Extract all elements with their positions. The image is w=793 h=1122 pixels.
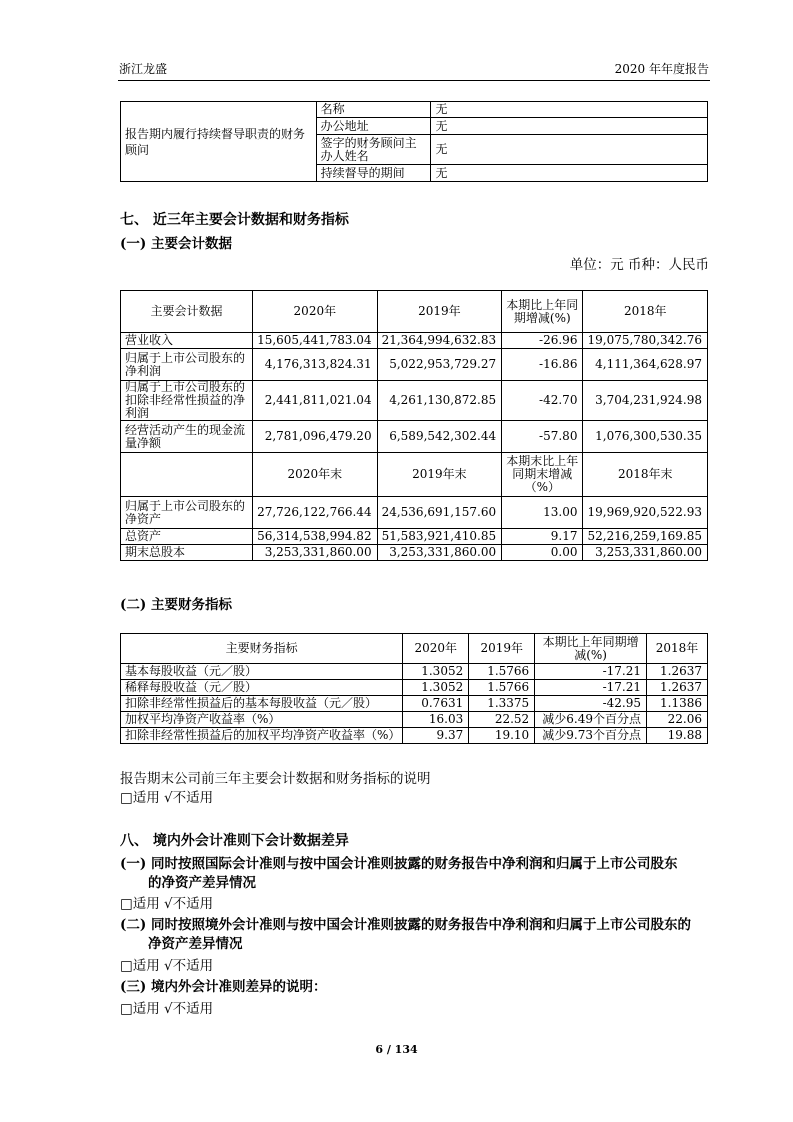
cell-value: 1.2637: [647, 664, 708, 680]
cell-value: 1.1386: [647, 696, 708, 712]
cell-value: 1.2637: [647, 680, 708, 696]
section-8-title: 八、 境内外会计准则下会计数据差异: [120, 833, 349, 849]
col-header: 2018年末: [583, 453, 708, 497]
advisor-label: 报告期内履行持续督导职责的财务顾问: [121, 102, 317, 182]
advisor-key: 持续督导的期间: [316, 165, 431, 182]
page-number: 6 / 134: [375, 1043, 418, 1056]
cell-value: 0.7631: [403, 696, 469, 712]
cell-value: 1.3052: [403, 680, 469, 696]
empty-cell: [121, 453, 253, 497]
advisor-key: 签字的财务顾问主办人姓名: [316, 135, 431, 165]
row-label: 归属于上市公司股东的净资产: [121, 497, 253, 529]
cell-value: 24,536,691,157.60: [377, 497, 502, 529]
cell-value: 19,969,920,522.93: [583, 497, 708, 529]
cell-value: -26.96: [502, 333, 583, 349]
cell-value: 19,075,780,342.76: [583, 333, 708, 349]
cell-value: 2,441,811,021.04: [253, 381, 378, 421]
header-company: 浙江龙盛: [119, 62, 168, 76]
row-label: 总资产: [121, 529, 253, 545]
cell-value: 6,589,542,302.44: [377, 421, 502, 453]
cell-value: 16.03: [403, 712, 469, 728]
col-header: 主要财务指标: [121, 634, 403, 664]
cell-value: 3,253,331,860.00: [253, 545, 378, 561]
advisor-value: 无: [431, 135, 708, 165]
cell-value: 4,176,313,824.31: [253, 349, 378, 381]
cell-value: 5,022,953,729.27: [377, 349, 502, 381]
col-header: 2019年末: [377, 453, 502, 497]
cell-value: 51,583,921,410.85: [377, 529, 502, 545]
cell-value: 减少9.73个百分点: [535, 728, 647, 744]
cell-value: 27,726,122,766.44: [253, 497, 378, 529]
cell-value: 21,364,994,632.83: [377, 333, 502, 349]
advisor-key: 办公地址: [316, 118, 431, 135]
row-label: 稀释每股收益（元／股）: [121, 680, 403, 696]
cell-value: -17.21: [535, 664, 647, 680]
section-7-title: 七、 近三年主要会计数据和财务指标: [120, 212, 349, 228]
cell-value: 2,781,096,479.20: [253, 421, 378, 453]
cell-value: 3,253,331,860.00: [377, 545, 502, 561]
col-header: 本期比上年同期增减(%): [502, 291, 583, 333]
financial-indicators-table: [120, 633, 708, 744]
cell-value: -57.80: [502, 421, 583, 453]
row-label: 加权平均净资产收益率（%）: [121, 712, 403, 728]
section-8-item2-line1: (二) 同时按照境外会计准则与按中国会计准则披露的财务报告中净利润和归属于上市公司股东的: [120, 917, 691, 933]
cell-value: 1,076,300,530.35: [583, 421, 708, 453]
row-label: 扣除非经常性损益后的基本每股收益（元／股）: [121, 696, 403, 712]
section-7-sub1: (一) 主要会计数据: [120, 236, 232, 252]
cell-value: 减少6.49个百分点: [535, 712, 647, 728]
row-label: 扣除非经常性损益后的加权平均净资产收益率（%）: [121, 728, 403, 744]
advisor-value: 无: [431, 118, 708, 135]
row-label: 经营活动产生的现金流量净额: [121, 421, 253, 453]
advisor-table: [120, 101, 708, 182]
section-8-item1-line1: (一) 同时按照国际会计准则与按中国会计准则披露的财务报告中净利润和归属于上市公司股东: [120, 856, 678, 872]
cell-value: 3,253,331,860.00: [583, 545, 708, 561]
accounting-data-table: [120, 290, 708, 561]
cell-value: 4,261,130,872.85: [377, 381, 502, 421]
cell-value: 22.06: [647, 712, 708, 728]
cell-value: 1.3052: [403, 664, 469, 680]
col-header: 本期末比上年同期末增减（%）: [502, 453, 583, 497]
cell-value: -16.86: [502, 349, 583, 381]
col-header: 2020年: [253, 291, 378, 333]
cell-value: 9.17: [502, 529, 583, 545]
cell-value: 22.52: [469, 712, 535, 728]
advisor-value: 无: [431, 165, 708, 182]
col-header: 本期比上年同期增减(%): [535, 634, 647, 664]
indicators-note-applicability: □适用 √不适用: [120, 790, 214, 806]
cell-value: -42.70: [502, 381, 583, 421]
cell-value: 56,314,538,994.82: [253, 529, 378, 545]
col-header: 2018年: [583, 291, 708, 333]
section-8-item3: (三) 境内外会计准则差异的说明：: [120, 979, 327, 995]
row-label: 基本每股收益（元／股）: [121, 664, 403, 680]
cell-value: 19.88: [647, 728, 708, 744]
cell-value: 0.00: [502, 545, 583, 561]
cell-value: 52,216,259,169.85: [583, 529, 708, 545]
col-header: 2020年: [403, 634, 469, 664]
cell-value: -42.95: [535, 696, 647, 712]
col-header: 主要会计数据: [121, 291, 253, 333]
col-header: 2020年末: [253, 453, 378, 497]
cell-value: 1.5766: [469, 664, 535, 680]
cell-value: -17.21: [535, 680, 647, 696]
cell-value: 1.5766: [469, 680, 535, 696]
cell-value: 19.10: [469, 728, 535, 744]
cell-value: 9.37: [403, 728, 469, 744]
unit-currency: 单位：元 币种：人民币: [569, 257, 709, 273]
section-8-item1-applicability: □适用 √不适用: [120, 896, 214, 912]
row-label: 归属于上市公司股东的扣除非经常性损益的净利润: [121, 381, 253, 421]
row-label: 期末总股本: [121, 545, 253, 561]
cell-value: 1.3375: [469, 696, 535, 712]
col-header: 2019年: [469, 634, 535, 664]
header-report-title: 2020 年年度报告: [614, 62, 709, 76]
cell-value: 13.00: [502, 497, 583, 529]
cell-value: 15,605,441,783.04: [253, 333, 378, 349]
row-label: 归属于上市公司股东的净利润: [121, 349, 253, 381]
advisor-value: 无: [431, 102, 708, 118]
header-divider: [118, 80, 710, 81]
cell-value: 4,111,364,628.97: [583, 349, 708, 381]
col-header: 2019年: [377, 291, 502, 333]
section-8-item3-applicability: □适用 √不适用: [120, 1001, 214, 1017]
section-8-item2-line2: 净资产差异情况: [148, 936, 243, 952]
advisor-key: 名称: [316, 102, 431, 118]
section-8-item1-line2: 的净资产差异情况: [148, 875, 256, 891]
indicators-note: 报告期末公司前三年主要会计数据和财务指标的说明: [120, 771, 431, 787]
col-header: 2018年: [647, 634, 708, 664]
section-7-sub2: (二) 主要财务指标: [120, 597, 232, 613]
section-8-item2-applicability: □适用 √不适用: [120, 958, 214, 974]
row-label: 营业收入: [121, 333, 253, 349]
cell-value: 3,704,231,924.98: [583, 381, 708, 421]
